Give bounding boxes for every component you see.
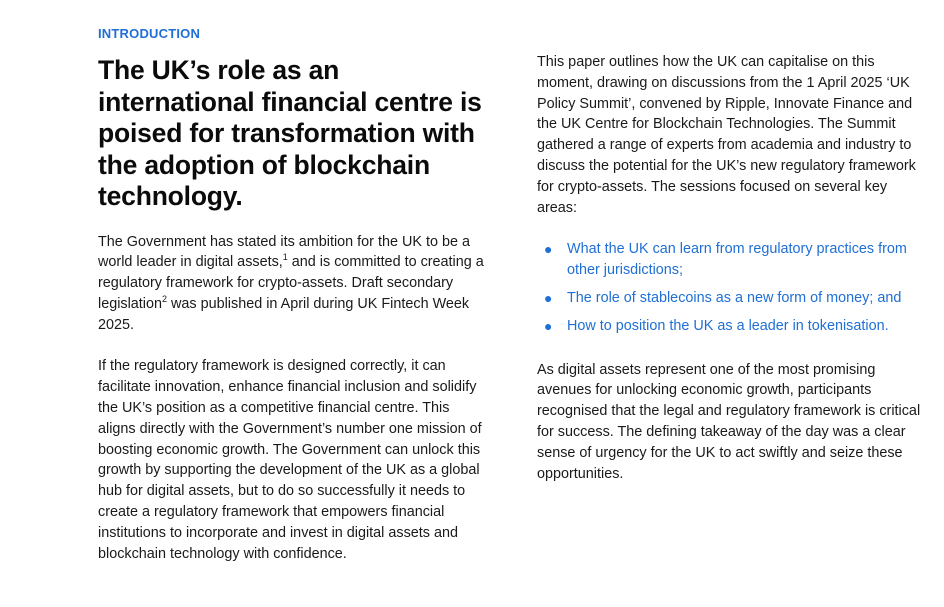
- intro-paragraph-1: [98, 232, 488, 336]
- takeaway-paragraph: As digital assets represent one of the most promising avenues for unlocking economic growth, participants recognised that the legal and regulatory framework is critical for success. The defining takeaway of the day was a clear sense of urgency for the UK to act swiftly and seize these opportunities.: [537, 361, 921, 482]
- list-item: [537, 239, 927, 281]
- right-column: [537, 52, 927, 484]
- list-item-text: What the UK can learn from regulatory practices from other jurisdictions;: [567, 241, 907, 279]
- left-column: [98, 26, 488, 564]
- list-item: [537, 316, 927, 337]
- list-item-text: How to position the UK as a leader in tokenisation.: [567, 317, 889, 334]
- list-item-text: The role of stablecoins as a new form of money; and: [567, 289, 902, 306]
- intro-p1-text-c: was published in April during UK Fintech Week 2025.: [98, 295, 470, 333]
- list-item: [537, 288, 927, 309]
- bullet-icon: ●: [544, 289, 553, 306]
- intro-p1-text-b: and is committed to creating a regulatory framework for crypto-assets. Draft secondary legislation: [98, 254, 484, 312]
- bullet-icon: ●: [544, 241, 553, 258]
- bullet-icon: ●: [544, 317, 553, 334]
- page-headline: The UK’s role as an international financial centre is poised for transformation with the adoption of blockchain technology.: [98, 55, 482, 211]
- footnote-ref-1[interactable]: 1: [282, 252, 288, 263]
- key-areas-list: [537, 239, 927, 336]
- section-label: INTRODUCTION: [98, 26, 201, 41]
- footnote-ref-2[interactable]: 2: [162, 294, 168, 305]
- intro-p1-text-a: The Government has stated its ambition for the UK to be a world leader in digital assets,: [98, 233, 470, 271]
- summit-paragraph: This paper outlines how the UK can capitalise on this moment, drawing on discussions from the 1 April 2025 ‘UK Policy Summit’, convened by Ripple, Innovate Finance and the UK Centre for Blockchain Technologies. The Summit gathered a range of experts from academia and industry to discuss the potential for the UK’s new regulatory framework for crypto-assets. The sessions focused on several key areas:: [537, 54, 916, 216]
- intro-paragraph-2: If the regulatory framework is designed correctly, it can facilitate innovation, enhance financial inclusion and solidify the UK’s position as a competitive financial centre. This aligns directly with the Government’s number one mission of boosting economic growth. The Government can unlock this growth by supporting the development of the UK as a global hub for digital assets, but to do so successfully it needs to create a regulatory framework that empowers financial institutions to incorporate and invest in digital assets and blockchain technology with confidence.: [98, 358, 482, 562]
